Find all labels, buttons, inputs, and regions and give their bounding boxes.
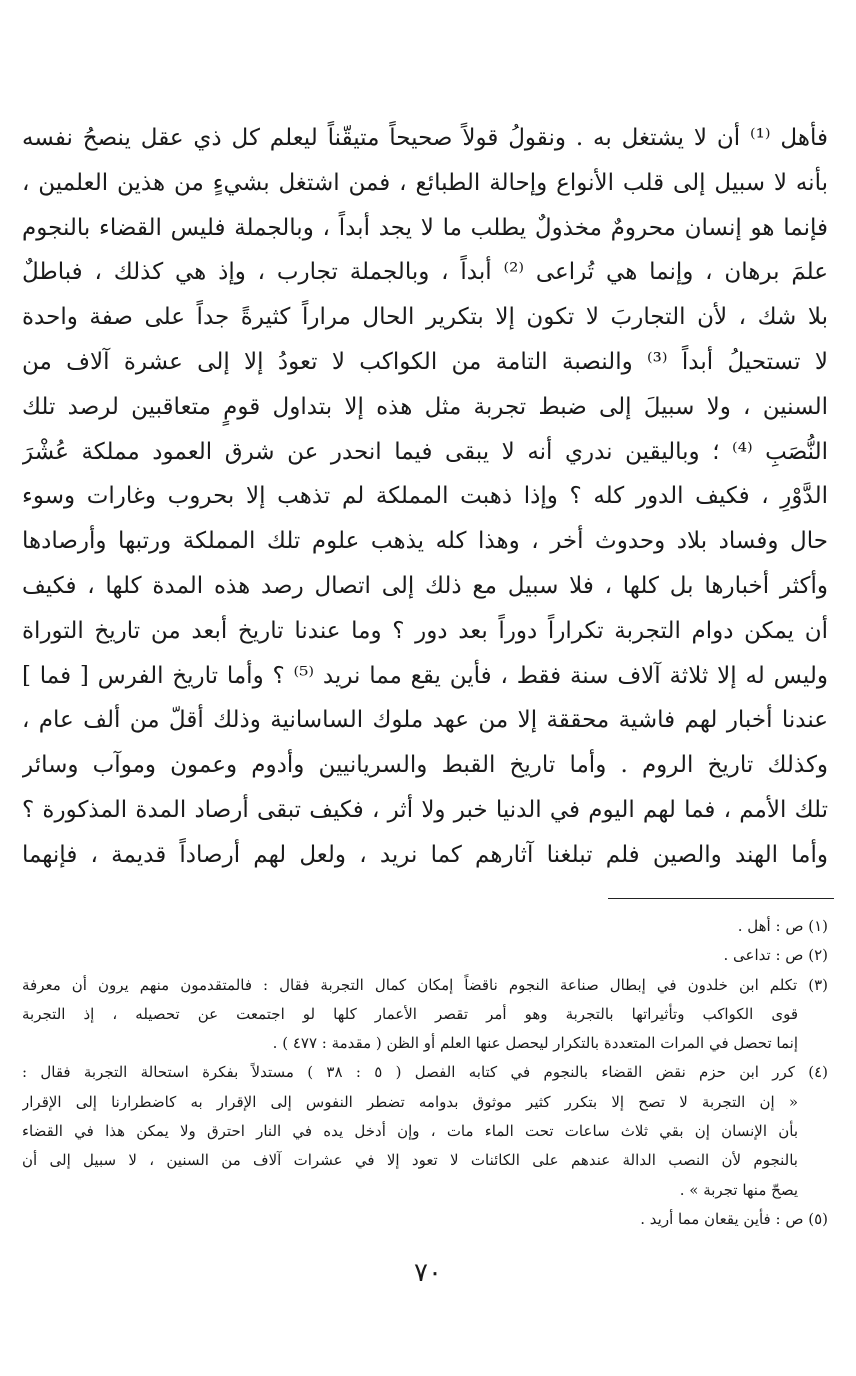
page-number: ٧٠	[414, 1258, 442, 1288]
footnote-line: « إن التجربة لا تصح إلا بتكرر كثير موثوق بدوامه تضطر النفوس إلى الإقرار به كاضطرارنا إلى الإقرار	[22, 1092, 798, 1111]
text-line: علمَ برهان ، وإنما هي تُراعى ⁽²⁾ أبداً ، وبالجملة تجارب ، وإذ هي كذلك ، فباطلٌ	[22, 259, 828, 286]
text-line: الدَّوْرِ ، فكيف الدور كله ؟ وإذا ذهبت المملكة لم تذهب إلا بحروب وغارات وسوء	[22, 483, 828, 510]
text-line: النُّصَبِ ⁽⁴⁾ ؛ وباليقين ندري أنه لا يبقى فيما انحدر عن شرق العمود مملكة عُشْرَ	[22, 438, 828, 465]
footnote-line: بالنجوم لأن النصب الدالة عندهم على الكائنات لا تعود إلا في عشرات آلاف من السنين ، لا سبيل إلى أن	[22, 1151, 798, 1170]
footnote-line: (٣) تكلم ابن خلدون في إبطال صناعة النجوم ناقضاً إمكان كمال التجربة فقال : فالمتقدمون منهم يرون أن معرفة	[22, 975, 828, 994]
footnote-divider	[608, 898, 834, 899]
main-body-text	[22, 116, 828, 878]
text-line: وأما الهند والصين فلم تبلغنا آثارهم كما نريد ، ولعل لهم أرصاداً قديمة ، فإنهما	[22, 841, 828, 868]
text-line: بلا شك ، لأن التجاربَ لا تكون إلا بتكرير الحال مراراً كثيرةً جداً على صفة واحدة	[22, 304, 828, 331]
text-line: تلك الأمم ، فما لهم اليوم في الدنيا خبر ولا أثر ، فكيف تبقى أرصاد المدة المذكورة ؟	[22, 796, 828, 823]
text-line: وليس له إلا ثلاثة آلاف سنة فقط ، فأين يقع مما نريد ⁽⁵⁾ ؟ وأما تاريخ الفرس [ فما ]	[22, 662, 828, 689]
text-line: أن يمكن دوام التجربة تكراراً دوراً بعد دور ؟ وما عندنا تاريخ أبعد من تاريخ التوراة	[22, 617, 828, 644]
footnote-line: (١) ص : أهل .	[737, 917, 828, 935]
text-line: حال وفساد بلاد وحدوث أخر ، وهذا كله يذهب علوم تلك المملكة ورتبها وأرصادها	[22, 528, 828, 555]
footnote-line: (٢) ص : تداعى .	[723, 946, 828, 965]
text-line: فأهل ⁽¹⁾ أن لا يشتغل به . ونقولُ قولاً صحيحاً متيقّناً ليعلم كل ذي عقل ينصحُ نفسه	[22, 125, 828, 151]
text-line: لا تستحيلُ أبداً ⁽³⁾ والنصبة التامة من الكواكب لا تعودُ إلا إلى عشرة آلاف من	[22, 348, 828, 375]
text-line: وأكثر أخبارها بل كلها ، فلا سبيل مع ذلك إلى اتصال رصد هذه المدة كلها ، فكيف	[22, 572, 828, 599]
footnote-line: بأن الإنسان إن بقي ثلاث ساعات تحت الماء مات ، وإن أدخل يده في النار احترق ولا يمكن هذا في القضاء	[22, 1122, 798, 1141]
text-line: السنين ، ولا سبيلَ إلى ضبط تجربة مثل هذه إلا بتداول قومٍ متعاقبين لرصد تلك	[22, 393, 828, 420]
footnote-line: يصحّ منها تجربة » .	[679, 1180, 798, 1199]
text-line: عندنا أخبار لهم فاشية محققة إلا من عهد ملوك الساسانية وذلك أقلّ من ألف عام ،	[22, 707, 828, 734]
text-line: وكذلك تاريخ الروم . وأما تاريخ القبط والسريانيين وأدوم وعمون وموآب وسائر	[22, 752, 828, 779]
footnote-line: (٥) ص : فأين يقعان مما أريد .	[640, 1209, 828, 1228]
footnotes-section	[22, 912, 828, 1234]
text-line: بأنه لا سبيل إلى قلب الأنواع وإحالة الطبائع ، فمن اشتغل بشيءٍ من هذين العلمين ،	[22, 169, 828, 196]
text-line: فإنما هو إنسان محرومٌ مخذولٌ يطلب ما لا يجد أبداً ، وبالجملة فليس القضاء بالنجوم	[22, 214, 828, 241]
footnote-line: إنما تحصل في المرات المتعددة بالتكرار ليحصل عنها العلم أو الظن ( مقدمة : ٤٧٧ ) .	[272, 1034, 798, 1053]
footnote-line: قوى الكواكب وتأثيراتها بالتجربة وهو أمر تقصر الأعمار كلها لو اجتمعت عن تحصيله ، إذ التجربة	[22, 1004, 799, 1023]
footnote-line: (٤) كرر ابن حزم نقض القضاء بالنجوم في كتابه الفصل ( ٥ : ٣٨ ) مستدلاً بفكرة استحالة التجربة فقال :	[22, 1063, 828, 1082]
